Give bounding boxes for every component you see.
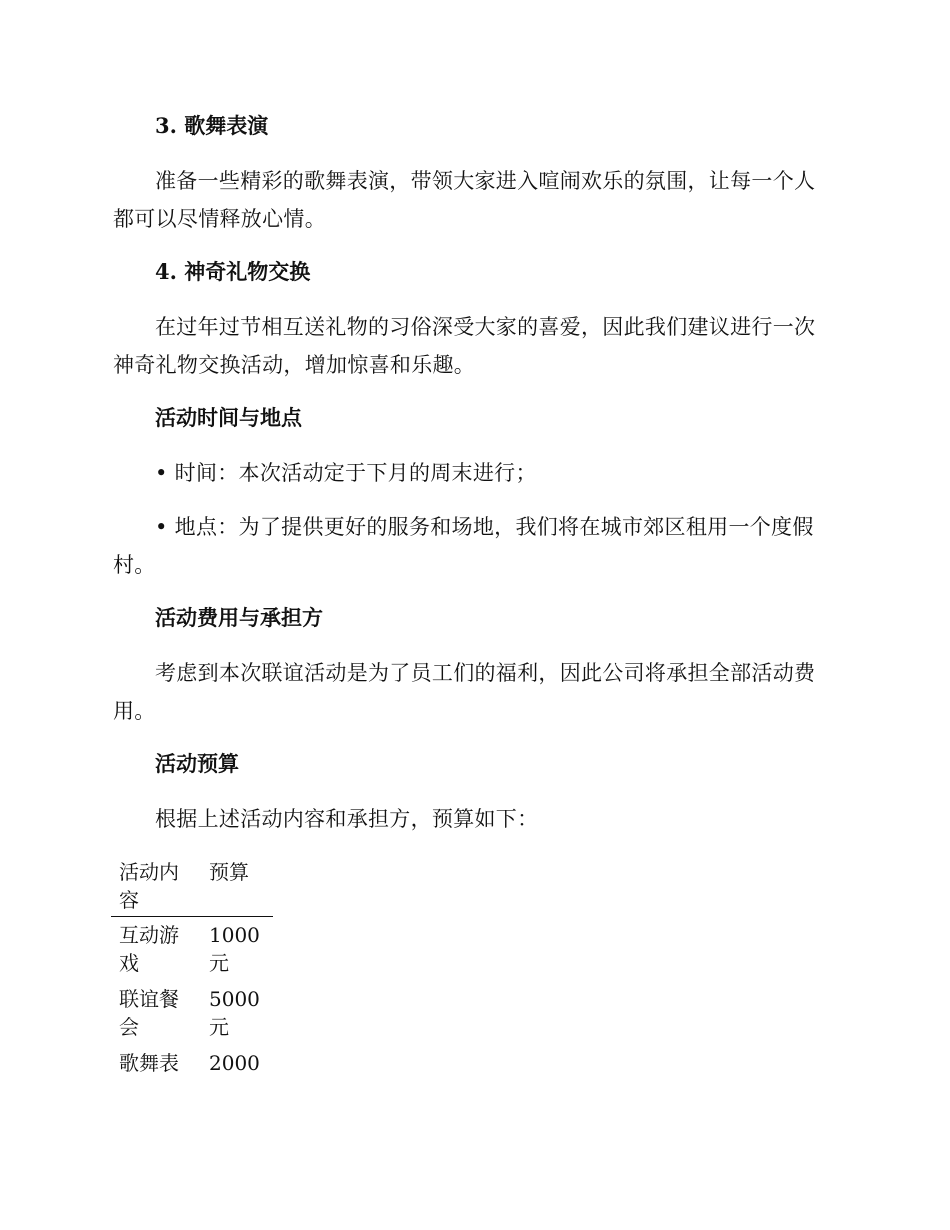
table-row	[111, 917, 273, 982]
section-paragraph-budget: 根据上述活动内容和承担方，预算如下：	[155, 807, 539, 831]
section-heading-budget: 活动预算	[155, 751, 239, 776]
table-cell-budget: 1000元	[209, 923, 260, 975]
table-cell-item: 歌舞表	[119, 1051, 179, 1075]
bullet-place: • 地点：为了提供更好的服务和场地，我们将在城市郊区租用一个度假村。	[113, 515, 814, 577]
table-cell-item: 联谊餐会	[119, 987, 179, 1039]
section-heading-cost: 活动费用与承担方	[155, 605, 323, 630]
section-heading-gift-exchange: 4. 神奇礼物交换	[155, 259, 311, 284]
section-paragraph-cost: 考虑到本次联谊活动是为了员工们的福利，因此公司将承担全部活动费用。	[113, 661, 816, 723]
table-row	[111, 981, 273, 1045]
table-cell-budget: 2000	[209, 1051, 260, 1075]
table-header-budget: 预算	[201, 854, 273, 917]
document-content	[113, 108, 833, 1081]
section-paragraph-song-dance: 准备一些精彩的歌舞表演，带领大家进入喧闹欢乐的氛围，让每一个人都可以尽情释放心情。	[113, 169, 816, 231]
section-heading-time-place: 活动时间与地点	[155, 405, 302, 430]
bullet-time: • 时间：本次活动定于下月的周末进行；	[155, 461, 537, 485]
table-header-item: 活动内容	[111, 854, 201, 917]
budget-table	[111, 854, 273, 1081]
section-heading-song-dance: 3. 歌舞表演	[155, 113, 269, 138]
section-paragraph-gift-exchange: 在过年过节相互送礼物的习俗深受大家的喜爱，因此我们建议进行一次神奇礼物交换活动，增加惊喜和乐趣。	[113, 315, 816, 377]
table-cell-budget: 5000元	[209, 987, 260, 1039]
table-header-row	[111, 854, 273, 917]
table-row	[111, 1045, 273, 1081]
table-cell-item: 互动游戏	[119, 923, 179, 975]
